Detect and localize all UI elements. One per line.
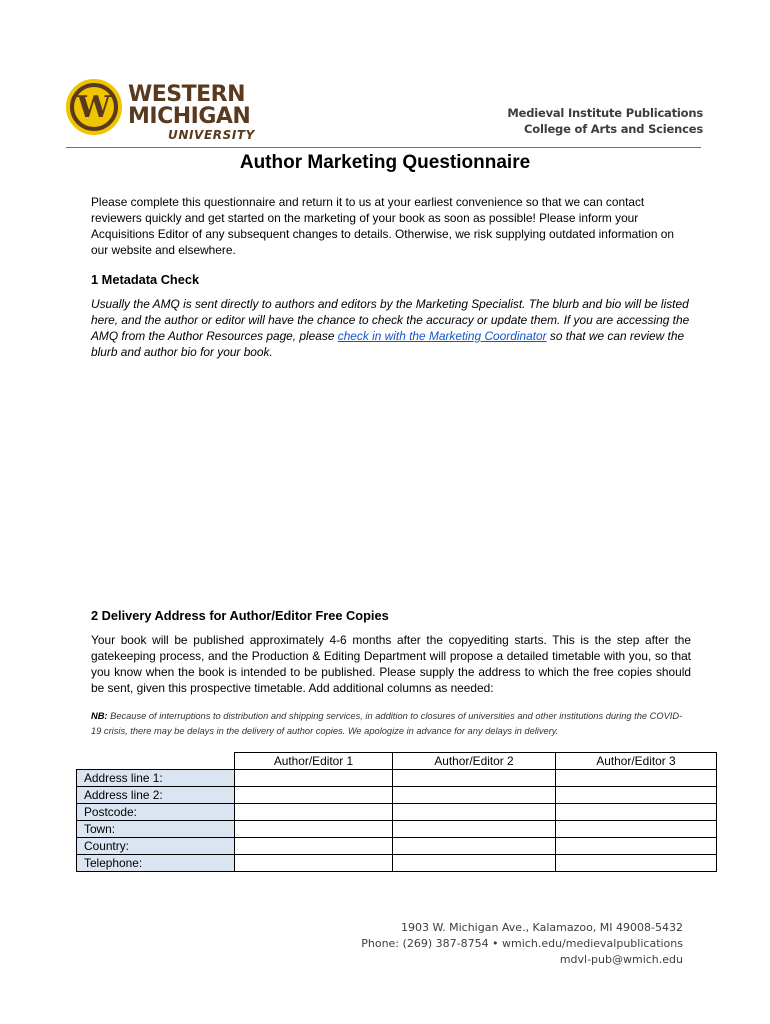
footer-email: mdvl-pub@wmich.edu xyxy=(559,953,683,966)
publisher-name: Medieval Institute Publications xyxy=(507,106,703,120)
input-cell[interactable] xyxy=(235,821,393,838)
table-header-row xyxy=(77,753,717,770)
input-cell[interactable] xyxy=(556,821,717,838)
row-label: Telephone: xyxy=(77,855,235,872)
table-row xyxy=(77,787,717,804)
address-table xyxy=(76,752,717,872)
input-cell[interactable] xyxy=(235,838,393,855)
input-cell[interactable] xyxy=(393,838,556,855)
input-cell[interactable] xyxy=(235,770,393,787)
marketing-coordinator-link[interactable]: check in with the Marketing Coordinator xyxy=(337,329,547,343)
table-row xyxy=(77,770,717,787)
input-cell[interactable] xyxy=(556,787,717,804)
input-cell[interactable] xyxy=(235,804,393,821)
input-cell[interactable] xyxy=(556,838,717,855)
column-header: Author/Editor 2 xyxy=(393,753,556,770)
section-2-body: Your book will be published approximately 4-6 months after the copyediting starts. This is the step after the gatekeeping process, and the Production & Editing Department will propose a detailed timetable with you, so that you know when the book is intended to be published. Please supply the address to which the free copies should be sent, given this prospective timetable. Add additional columns as needed: xyxy=(91,633,691,695)
column-header: Author/Editor 1 xyxy=(235,753,393,770)
footer-address: 1903 W. Michigan Ave., Kalamazoo, MI 49008-5432 xyxy=(401,921,683,934)
footer-phone-web: Phone: (269) 387-8754 • wmich.edu/medievalpublications xyxy=(361,937,683,950)
table-row xyxy=(77,855,717,872)
table-corner-cell xyxy=(77,753,235,770)
input-cell[interactable] xyxy=(556,855,717,872)
intro-paragraph: Please complete this questionnaire and return it to us at your earliest convenience so that we can contact reviewers quickly and get started on the marketing of your book as soon as possible! Please inform your Acquisitions Editor of any subsequent changes to details. Otherwise, we risk supplying outdated information on our website and elsewhere. xyxy=(91,195,674,257)
logo-line-2: MICHIGAN xyxy=(128,104,251,129)
row-label: Address line 2: xyxy=(77,787,235,804)
logo-line-3: UNIVERSITY xyxy=(168,128,255,142)
input-cell[interactable] xyxy=(556,770,717,787)
input-cell[interactable] xyxy=(393,804,556,821)
row-label: Postcode: xyxy=(77,804,235,821)
nb-label: NB: xyxy=(91,711,108,721)
input-cell[interactable] xyxy=(556,804,717,821)
input-cell[interactable] xyxy=(393,770,556,787)
row-label: Address line 1: xyxy=(77,770,235,787)
section-1-body xyxy=(91,296,691,360)
section-1-heading: 1 Metadata Check xyxy=(91,272,200,287)
logo-line-1: WESTERN xyxy=(128,82,246,107)
column-header: Author/Editor 3 xyxy=(556,753,717,770)
input-cell[interactable] xyxy=(235,787,393,804)
input-cell[interactable] xyxy=(393,787,556,804)
table-row xyxy=(77,804,717,821)
row-label: Town: xyxy=(77,821,235,838)
section-2-heading: 2 Delivery Address for Author/Editor Free Copies xyxy=(91,608,389,623)
section-1-text-b: so that we can review the blurb and author bio for your book. xyxy=(91,329,685,359)
input-cell[interactable] xyxy=(235,855,393,872)
logo-letter: W xyxy=(74,87,114,127)
college-name: College of Arts and Sciences xyxy=(524,122,703,136)
wmu-logo-wordmark xyxy=(128,84,255,141)
table-row xyxy=(77,838,717,855)
row-label: Country: xyxy=(77,838,235,855)
nb-note xyxy=(91,709,691,739)
section-1-text-a: Usually the AMQ is sent directly to authors and editors by the Marketing Specialist. The blurb and bio will be listed here, and the author or editor will have the chance to check the accuracy or update them. If you are accessing the AMQ from the Author Resources page, please xyxy=(91,297,690,343)
header-divider xyxy=(66,147,701,148)
table-row xyxy=(77,821,717,838)
nb-text: Because of interruptions to distribution and shipping services, in addition to closures of universities and other institutions during the COVID-19 crisis, there may be delays in the delivery of author copies. We apologize in advance for any delays in delivery. xyxy=(91,711,683,736)
wmu-logo-mark xyxy=(66,79,122,135)
input-cell[interactable] xyxy=(393,855,556,872)
document-title: Author Marketing Questionnaire xyxy=(239,152,531,173)
input-cell[interactable] xyxy=(393,821,556,838)
